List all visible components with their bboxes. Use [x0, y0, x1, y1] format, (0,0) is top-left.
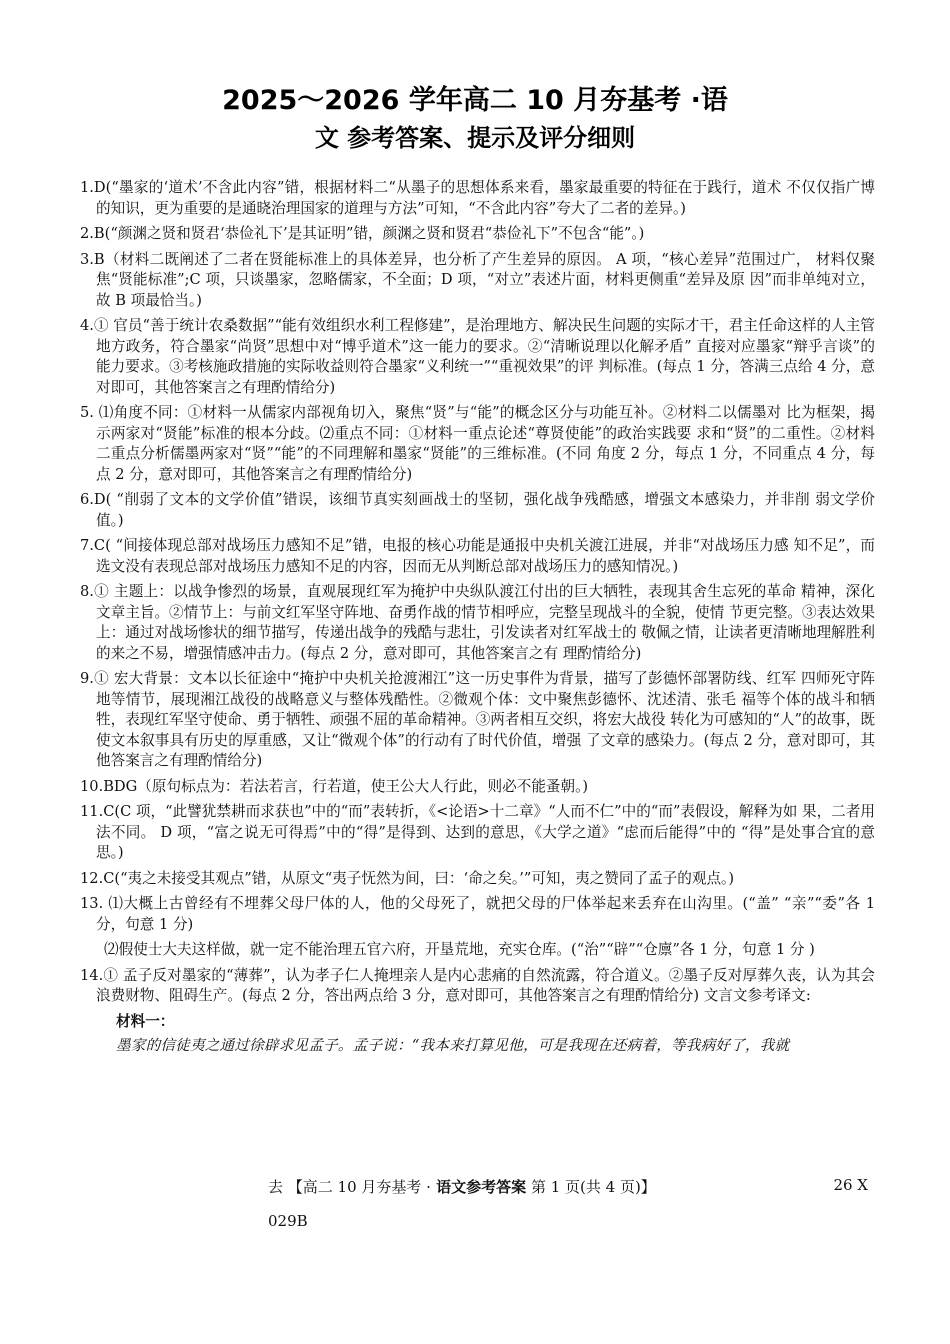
title-line-1: 2025～2026 学年高二 10 月夯基考 ·语	[222, 85, 728, 116]
answer-13: 13. ⑴大概上古曾经有不埋葬父母尸体的人，他的父母死了，就把父母的尸体举起来丢弃在山沟里。(“盖” “亲”“委”各 1 分，句意 1 分)	[80, 895, 875, 933]
answer-6: 6.D( “削弱了文本的文学价值”错误，该细节真实刻画战士的坚韧，强化战争残酷感，增强文本感染力，并非削 弱文学价值。)	[80, 491, 875, 529]
answer-10: 10.BDG（原句标点为：若法若言，行若道，使王公大人行此，则必不能蚤朝。)	[80, 777, 589, 795]
answer-8: 8.① 主题上：以战争惨烈的场景，直观展现红军为掩护中央纵队渡江付出的巨大牺牲，表现其舍生忘死的革命 精神，深化文章主旨。②情节上：与前文红军坚守阵地、奋勇作战的情节相呼应，完整呈现战斗的全貌，使情 节更完整。③表达效果上：通过对战场惨状的细节描写，传递出战争的残酷与悲壮，引发读者对红军战士的 敬佩之情，让读者更清晰地理解胜利的来之不易，增强情感冲击力。(每点 2 分，意对即可，其他答案言之有 理酌情给分)	[80, 583, 875, 662]
answer-1: 1.D(“墨家的‘道术’不含此内容”错，根据材料二“从墨子的思想体系来看，墨家最重要的特征在于践行，道术 不仅仅指广博的知识，更为重要的是通晓治理国家的道理与方法”可知，“不含此内容”夸大了二者的差异。)	[80, 179, 875, 217]
title-line-2: 文 参考答案、提示及评分细则	[314, 124, 636, 152]
material-title: 材料一：	[116, 1012, 175, 1030]
answer-12: 12.C(“夷之未接受其观点”错，从原文“夷子怃然为间，曰：‘命之矣。’”可知，夷之赞同了孟子的观点。)	[80, 869, 735, 887]
answer-body	[80, 178, 875, 1057]
material-text: 墨家的信徒夷之通过徐辟求见孟子。孟子说：“我本来打算见他，可是我现在还病着，等我病好了，我就	[116, 1037, 790, 1054]
page-footer	[268, 1176, 868, 1197]
footer-bold: 语文参考答案	[430, 1178, 527, 1196]
answer-7: 7.C( “间接体现总部对战场压力感知不足”错，电报的核心功能是通报中央机关渡江进展，并非“对战场压力感 知不足”，而选文没有表现总部对战场压力感知不足的内容，因而无从判断总部对战场压力的感知情况。)	[80, 537, 875, 575]
answer-14: 14.① 孟子反对墨家的“薄葬”，认为孝子仁人掩埋亲人是内心悲痛的自然流露，符合道义。②墨子反对厚葬久丧，认为其会浪费财物、阻碍生产。(每点 2 分，答出两点给 3 分，意对即可，其他答案言之有理酌情给分) 文言文参考译文:	[80, 966, 875, 1004]
answer-11: 11.C(C 项，“此譬犹禁耕而求获也”中的“而”表转折，《<论语>十二章》“人而不仁”中的“而”表假设，解释为如 果，二者用法不同。 D 项，“富之说无可得焉”中的“得”是得到、达到的意思，《大学之道》“虑而后能得”中的 “得”是处事合宜的意思。)	[80, 803, 875, 861]
answer-4: 4.① 官员“善于统计农桑数据”“能有效组织水利工程修建”，是治理地方、解决民生问题的实际才干，君主任命这样的人主管地方政务，符合墨家“尚贤”思想中对“博乎道术”这一能力的要求。②“清晰说理以化解矛盾” 直接对应墨家“辩乎言谈”的能力要求。③考核施政措施的实际收益则符合墨家“义利统一”“重视效果”的评 判标准。(每点 1 分，答满三点给 4 分，意对即可，其他答案言之有理酌情给分)	[80, 317, 875, 396]
answer-9: 9.① 宏大背景：文本以长征途中“掩护中央机关抢渡湘江”这一历史事件为背景，描写了彭德怀部署防线、红军 四师死守阵地等情节，展现湘江战役的战略意义与整体残酷性。②微观个体：文中聚焦彭德怀、沈述清、张毛 福等个体的战斗和牺牲，表现红军坚守使命、勇于牺牲、顽强不屈的革命精神。③两者相互交织，将宏大战役 转化为可感知的“人”的故事，既使文本叙事具有历史的厚重感，又让“微观个体”的行动有了时代价值，增强 了文章的感染力。(每点 2 分，意对即可，其他答案言之有理酌情给分)	[80, 670, 875, 769]
answer-13-sub: ⑵假使士大夫这样做，就一定不能治理五官六府，开垦荒地，充实仓库。(“治”“辟”“仓廪”各 1 分，句意 1 分 )	[104, 941, 815, 958]
footer-code-right: 26 X	[833, 1176, 868, 1194]
answer-5: 5. ⑴角度不同：①材料一从儒家内部视角切入，聚焦“贤”与“能”的概念区分与功能互补。②材料二以儒墨对 比为框架，揭示两家对“贤能”标准的根本分歧。⑵重点不同：①材料一重点论述“尊贤使能”的政治实践要 求和“贤”的二重性。②材料二重点分析儒墨两家对“贤”“能”的不同理解和墨家“贤能”的三维标准。(不同 角度 2 分，每点 1 分，不同重点 4 分，每点 2 分，意对即可，其他答案言之有理酌情给分)	[80, 404, 875, 483]
footer-page: 第 1 页(共 4 页)】	[526, 1178, 656, 1196]
answer-3: 3.B（材料二既阐述了二者在贤能标准上的具体差异，也分析了产生差异的原因。 A 项，“核心差异”范围过广， 材料仅聚焦“贤能标准”;C 项，只谈墨家，忽略儒家，不全面；D 项，“对立”表述片面，材料更侧重“差异及原 因”而非单纯对立，故 B 项最恰当。)	[80, 250, 875, 309]
answer-2: 2.B(“颜渊之贤和贤君‘恭俭礼下’是其证明”错，颜渊之贤和贤君“恭俭礼下”不包含“能”。)	[80, 225, 645, 242]
footer-code: 029B	[268, 1212, 308, 1230]
footer-prefix: 去 【高二 10 月夯基考 ·	[268, 1178, 431, 1196]
